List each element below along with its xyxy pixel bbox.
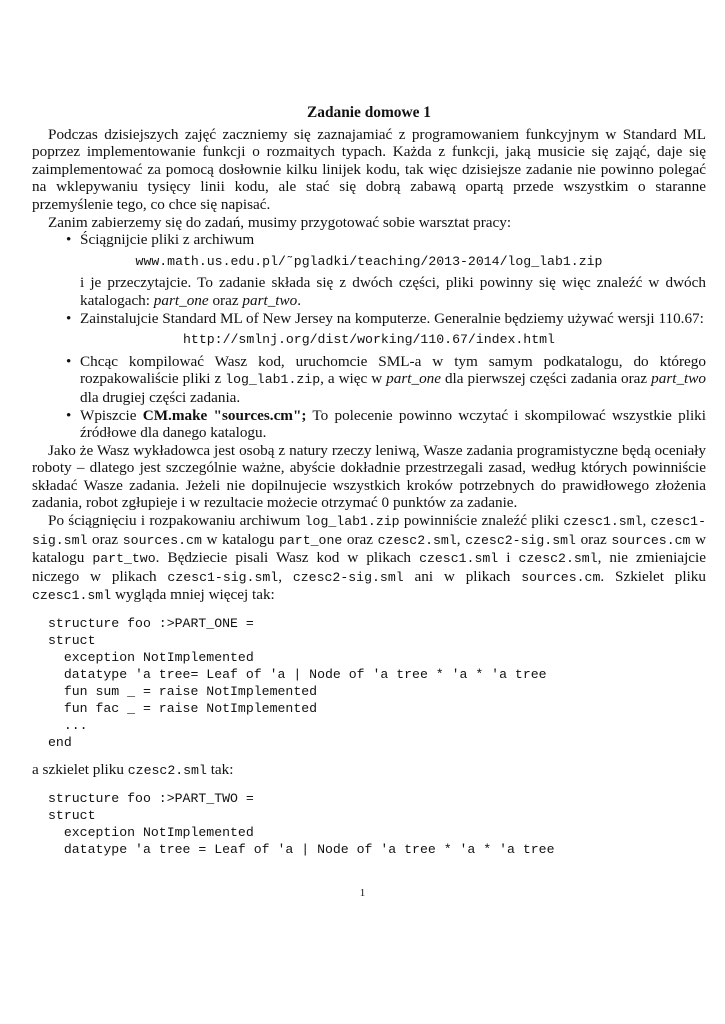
bullet-icon: •	[66, 406, 72, 424]
bullet-icon: •	[66, 352, 72, 370]
intro-paragraph: Podczas dzisiejszych zajęć zaczniemy się zaznajamiać z programowaniem funkcyjnym w Standard ML poprzez implementowanie funkcji o rozmaitych typach. Każda z funkcji, jaką musicie się zająć, daje się zaimplementować za pomocą dosłownie kilku linijek kodu, tak więc dzisiejsze zadanie nie powinno polegać na wklepywaniu tysięcy linii kodu, ale stać się dobrą zabawą opartą przede wszystkim o staranne przemyślenie tego, co chce się napisać.	[32, 125, 706, 213]
list-item	[32, 310, 706, 349]
workshop-paragraph: Zanim zabierzemy się do zadań, musimy przygotować sobie warsztat pracy:	[48, 213, 512, 231]
list-item	[32, 407, 706, 442]
list-item	[32, 353, 706, 407]
list-item	[32, 231, 706, 309]
list-item-text: To polecenie powinno wczytać i skompilować wszystkie pliki źródłowe dla danego katalogu.	[80, 406, 706, 442]
list-item-text: oraz	[208, 291, 243, 309]
list-item-text: dla drugiej części zadania.	[80, 388, 241, 406]
list-item-text: Ściągnijcie pliki z archiwum	[80, 231, 255, 249]
list-item-text: Chcąc kompilować Wasz kod, uruchomcie SML-a w tym samym podkatalogu, do którego rozpakowaliście pliki z	[80, 352, 706, 388]
file-name: czesc2-sig.sml	[292, 569, 404, 585]
directory-name: part_two	[651, 370, 706, 388]
list-item-text: Wpiszcie	[80, 406, 143, 424]
command-text: CM.make "sources.cm";	[142, 406, 307, 424]
setup-steps-list	[32, 231, 706, 442]
directory-name: part_one	[153, 291, 209, 309]
file-name: czesc2.sml	[127, 763, 207, 779]
list-item-text: Zainstalujcie Standard ML of New Jersey na komputerze. Generalnie będziemy używać wersji 110.67:	[80, 309, 704, 327]
smlnj-url[interactable]: http://smlnj.org/dist/working/110.67/index.html	[183, 332, 555, 348]
files-paragraph: Po ściągnięciu i rozpakowaniu archiwum log_lab1.zip powinniście znaleźć pliki czesc1.sml, czesc1-sig.sml oraz sources.cm w katalogu part_one oraz czesc2.sml, czesc2-sig.sml oraz sources.cm w katalogu part_two. Będziecie pisali Wasz kod w plikach czesc1.sml i czesc2.sml, nie zmieniajcie niczego w plikach czesc1-sig.sml, czesc2-sig.sml ani w plikach sources.cm. Szkielet pliku czesc1.sml wygląda mniej więcej tak:	[32, 512, 707, 604]
archive-url[interactable]: www.math.us.edu.pl/˜pgladki/teaching/2013-2014/log_lab1.zip	[135, 253, 603, 269]
directory-name: part_one	[278, 532, 343, 548]
grading-paragraph: Jako że Wasz wykładowca jest osobą z natury rzeczy leniwą, Wasze zadania programistyczne będą oceniały roboty – dlatego jest szczególnie ważne, abyście dokładnie przestrzegali zasad, według których powinniście składać Wasze zadania. Jeżeli nie dopilnujecie wszystkich kroków potrzebnych do prawidłowego złożenia zadania, robot zgłupieje i w rezultacie możecie otrzymać 0 punktów za zadanie.	[32, 441, 706, 512]
directory-name: part_two	[92, 551, 156, 567]
document-page	[32, 104, 706, 868]
file-name: czesc1.sml	[563, 514, 643, 530]
file-name: czesc2-sig.sml	[465, 532, 576, 548]
file-name: log_lab1.zip	[304, 514, 400, 530]
directory-name: part_one	[386, 370, 441, 388]
file-name: czesc2.sml	[377, 532, 457, 548]
directory-name: part_two	[242, 291, 298, 309]
file-name: log_lab1.zip	[225, 372, 321, 388]
file-name: sources.cm	[521, 569, 601, 585]
file-name: sources.cm	[611, 532, 691, 548]
page-number: 1	[359, 887, 366, 899]
code-block-part-two: structure foo :>PART_TWO = struct exception NotImplemented datatype 'a tree = Leaf of 'a | Node of 'a tree * 'a * 'a tree	[48, 790, 555, 857]
file-name: czesc1.sml	[419, 551, 499, 567]
bullet-icon: •	[66, 231, 72, 249]
file-name: czesc1-sig.sml	[32, 514, 706, 548]
bullet-icon: •	[66, 309, 72, 327]
list-item-text: , a więc w	[320, 370, 387, 388]
file-name: czesc2.sml	[518, 551, 598, 567]
file-name: czesc1-sig.sml	[167, 569, 279, 585]
list-item-text: .	[297, 291, 302, 309]
code-block-part-one: structure foo :>PART_ONE = struct exception NotImplemented datatype 'a tree= Leaf of 'a | Node of 'a tree * 'a * 'a tree fun sum _ = raise NotImplemented fun fac _ = raise NotImplemented ... end	[48, 616, 547, 751]
document-title: Zadanie domowe 1	[307, 104, 431, 121]
file-name: sources.cm	[122, 532, 202, 548]
skeleton-paragraph: a szkielet pliku czesc2.sml tak:	[32, 761, 234, 779]
list-item-text: dla pierwszej części zadania oraz	[441, 370, 652, 388]
file-name: czesc1.sml	[32, 588, 112, 604]
list-item-text: i je przeczytajcie. To zadanie składa się z dwóch części, pliki powinny się więc znaleźć w dwóch katalogach:	[80, 274, 706, 309]
